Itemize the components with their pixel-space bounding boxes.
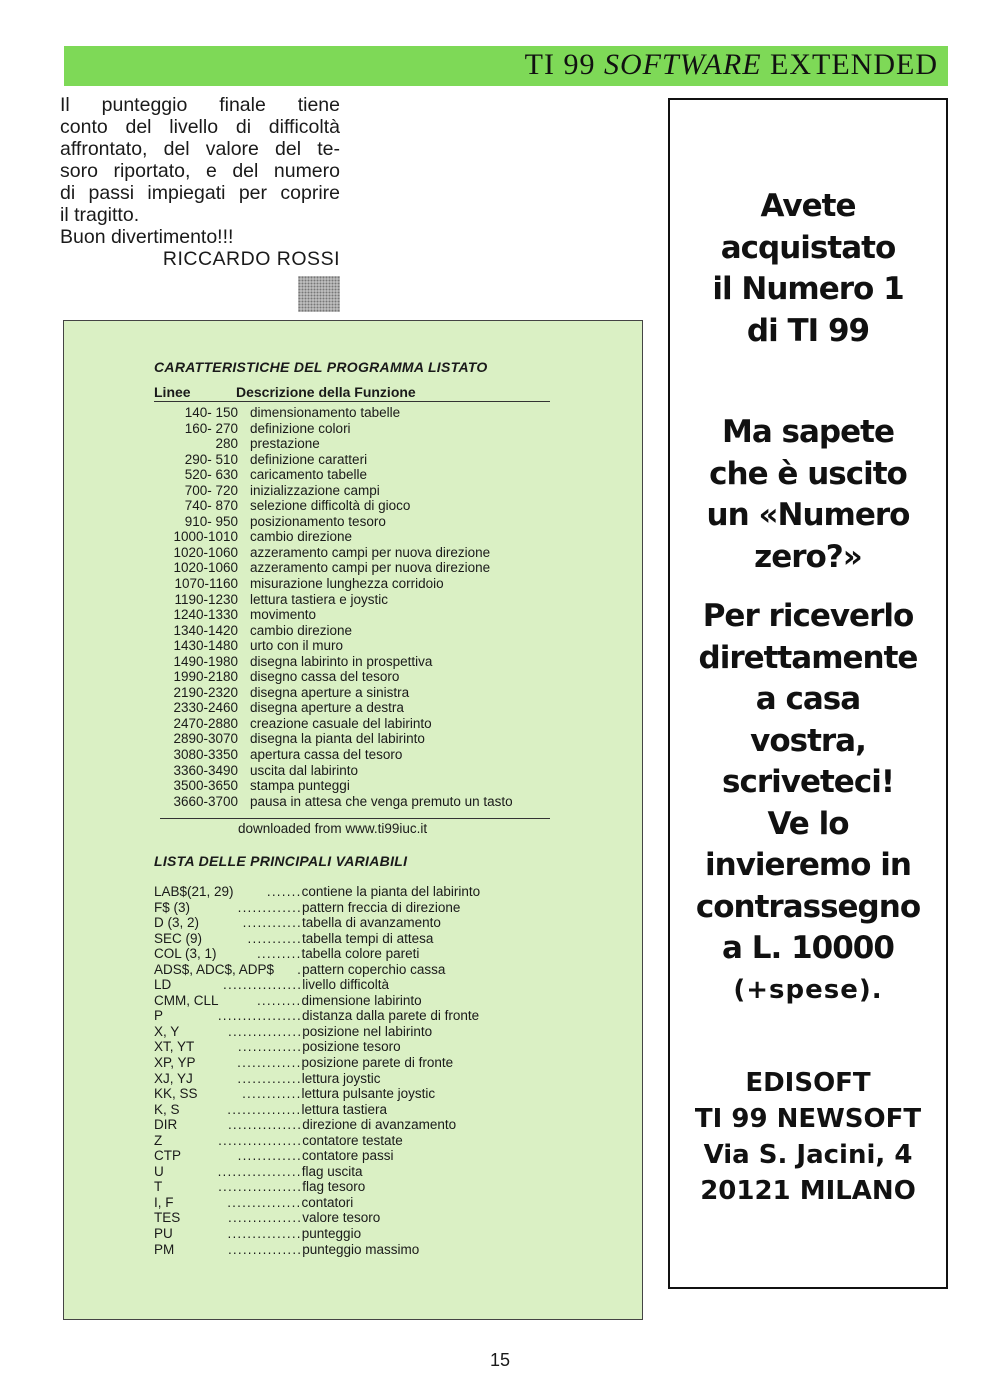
ad-line: contrassegno xyxy=(695,888,921,925)
header-rule xyxy=(154,401,550,402)
intro-line: Il punteggio finale tiene xyxy=(60,94,340,116)
dot-leader: ............... xyxy=(228,1023,303,1039)
variable-name: PM xyxy=(154,1241,175,1257)
function-description: stampa punteggi xyxy=(250,778,350,794)
variable-description: posizione parete di fronte xyxy=(301,1055,454,1071)
variable-description: lettura pulsante joystic xyxy=(301,1086,436,1102)
listing-row xyxy=(152,405,513,421)
variable-name: XJ, YJ xyxy=(154,1070,193,1086)
variable-description: dimensione labirinto xyxy=(301,992,422,1008)
variable-row xyxy=(154,1179,480,1195)
variable-row xyxy=(154,1071,480,1087)
dot-leader: ............ xyxy=(242,1086,302,1102)
function-description: disegno cassa del tesoro xyxy=(250,669,400,685)
variable-row xyxy=(154,1086,480,1102)
variable-name: XT, YT xyxy=(154,1039,195,1055)
listing-row xyxy=(152,763,513,779)
variable-row xyxy=(154,1164,480,1180)
ad-block-address xyxy=(670,1065,946,1209)
variable-name: X, Y xyxy=(154,1023,180,1039)
author-signature: RICCARDO ROSSI xyxy=(162,248,340,270)
function-description: disegna aperture a destra xyxy=(250,700,404,716)
dot-leader: ........... xyxy=(247,930,303,946)
line-range: 1020-1060 xyxy=(173,560,238,576)
line-range: 1190-1230 xyxy=(174,591,238,607)
function-description: posizionamento tesoro xyxy=(250,513,386,529)
variable-description: direzione di avanzamento xyxy=(302,1117,457,1133)
function-description: definizione colori xyxy=(250,420,351,436)
variables-title: LISTA DELLE PRINCIPALI VARIABILI xyxy=(154,853,408,869)
variable-description: tabella di avanzamento xyxy=(302,915,441,931)
variable-name: Z xyxy=(154,1132,163,1148)
variable-row xyxy=(154,1055,480,1071)
dot-leader: ............ xyxy=(242,915,303,931)
intro-line: di passi impiegati per coprire xyxy=(60,182,340,204)
variable-row xyxy=(154,1102,480,1118)
variable-name: COL (3, 1) xyxy=(154,946,217,962)
ad-line: Avete xyxy=(760,188,856,224)
variable-row xyxy=(154,1039,480,1055)
magazine-title xyxy=(525,48,938,82)
dot-leader: ............. xyxy=(237,1070,302,1086)
ad-block-offer xyxy=(670,596,946,1011)
function-description: definizione caratteri xyxy=(250,451,368,467)
listing-row xyxy=(152,716,513,732)
listing-row xyxy=(152,483,513,499)
variable-description: punteggio massimo xyxy=(302,1241,420,1257)
variable-description: punteggio xyxy=(301,1226,362,1242)
ad-line: vostra, xyxy=(750,722,866,759)
function-description: cambio direzione xyxy=(250,622,353,638)
title-part-software: SOFTWARE xyxy=(603,48,762,81)
listing-row xyxy=(152,421,513,437)
download-note: downloaded from www.ti99iuc.it xyxy=(238,821,428,836)
advertisement-box xyxy=(668,98,948,1289)
intro-line: conto del livello di difficoltà xyxy=(60,116,340,138)
dot-leader: ......... xyxy=(256,946,302,962)
variable-row xyxy=(154,1242,480,1258)
line-range: 1990-2180 xyxy=(173,669,238,685)
footer-rule xyxy=(160,818,550,819)
dot-leader: ............... xyxy=(227,1117,303,1133)
function-description: lettura tastiera e joystic xyxy=(250,591,389,607)
function-description: creazione casuale del labirinto xyxy=(250,715,432,731)
variable-description: lettura tastiera xyxy=(301,1101,388,1117)
ad-line: Via S. Jacini, 4 xyxy=(703,1140,913,1170)
dot-leader: ............. xyxy=(237,1055,302,1071)
function-description: misurazione lunghezza corridoio xyxy=(250,576,444,592)
variable-description: tabella tempi di attesa xyxy=(302,930,434,946)
intro-line: il tragitto. xyxy=(60,204,140,226)
function-description: selezione difficoltà di gioco xyxy=(250,498,411,514)
variable-name: CMM, CLL xyxy=(154,992,219,1008)
variable-description: flag tesoro xyxy=(302,1179,366,1195)
listing-rows xyxy=(152,405,513,809)
dot-leader: ............... xyxy=(227,1101,302,1117)
ad-line: TI 99 NEWSOFT xyxy=(694,1104,922,1134)
variable-description: flag uscita xyxy=(301,1163,363,1179)
function-description: uscita dal labirinto xyxy=(250,762,359,778)
listing-row xyxy=(152,514,513,530)
listing-row xyxy=(152,794,513,810)
function-description: apertura cassa del tesoro xyxy=(250,747,403,763)
listing-row xyxy=(152,452,513,468)
line-range: 2890-3070 xyxy=(173,731,238,747)
function-description: urto con il muro xyxy=(250,638,344,654)
ad-line: invieremo in xyxy=(705,847,911,883)
variable-row xyxy=(154,1117,480,1133)
variable-row xyxy=(154,1008,480,1024)
ad-line: che è uscito xyxy=(709,455,907,492)
page-number: 15 xyxy=(489,1350,511,1370)
variable-row xyxy=(154,1024,480,1040)
listing-row xyxy=(152,638,513,654)
variable-description: livello difficoltà xyxy=(302,977,390,993)
halftone-end-mark xyxy=(298,276,340,312)
ad-block-intro xyxy=(670,186,946,352)
line-range: 910- 950 xyxy=(184,513,238,529)
line-range: 2330-2460 xyxy=(173,700,238,716)
line-range: 1430-1480 xyxy=(173,638,238,654)
listing-row xyxy=(152,700,513,716)
variable-name: D (3, 2) xyxy=(154,915,200,931)
intro-line: affrontato, del valore del te- xyxy=(60,138,340,160)
line-range: 3360-3490 xyxy=(173,762,238,778)
dot-leader: ................. xyxy=(218,1132,303,1148)
ad-line: a casa xyxy=(755,681,861,717)
variable-row xyxy=(154,931,480,947)
listing-row xyxy=(152,467,513,483)
line-range: 1000-1010 xyxy=(173,529,238,545)
variable-row xyxy=(154,977,480,993)
variable-name: LAB$(21, 29) xyxy=(154,884,234,899)
ad-line: direttamente xyxy=(698,639,918,676)
variable-description: contatore testate xyxy=(302,1132,403,1148)
program-listing-box xyxy=(63,320,643,1320)
variable-name: P xyxy=(154,1008,164,1024)
variable-description: tabella colore pareti xyxy=(301,946,420,962)
dot-leader: ............... xyxy=(227,1241,303,1257)
variable-row xyxy=(154,1148,480,1164)
line-range: 1490-1980 xyxy=(173,653,238,669)
title-part-ti99: TI 99 xyxy=(524,48,604,81)
ad-line: 20121 MILANO xyxy=(700,1176,916,1206)
ad-line: Per riceverlo xyxy=(702,598,914,634)
variable-description: valore tesoro xyxy=(302,1210,381,1226)
variable-description: posizione tesoro xyxy=(302,1039,401,1055)
variable-description: lettura joystic xyxy=(301,1070,381,1086)
dot-leader: ....... xyxy=(266,884,302,899)
ad-line: Ve lo xyxy=(767,805,849,842)
variable-description: contatore passi xyxy=(302,1148,394,1164)
line-range: 3080-3350 xyxy=(173,747,238,763)
variable-description: pattern freccia di direzione xyxy=(302,899,461,915)
ad-line: EDISOFT xyxy=(745,1068,871,1098)
line-range: 1340-1420 xyxy=(173,622,238,638)
line-range: 3660-3700 xyxy=(173,793,238,809)
ad-line: il Numero 1 xyxy=(712,271,904,307)
variable-name: DIR xyxy=(154,1117,178,1133)
function-description: disegna aperture a sinistra xyxy=(250,684,410,700)
function-description: azzeramento campi per nuova direzione xyxy=(250,560,491,576)
variable-row xyxy=(154,1133,480,1149)
dot-leader: ............... xyxy=(227,1194,302,1210)
variable-description: distanza dalla parete di fronte xyxy=(302,1008,480,1024)
dot-leader: ................. xyxy=(217,1008,303,1024)
variables-list xyxy=(154,884,480,1257)
line-range: 280 xyxy=(215,436,238,452)
variable-name: T xyxy=(154,1179,163,1195)
variable-name: K, S xyxy=(154,1101,180,1117)
function-description: disegna la pianta del labirinto xyxy=(250,731,425,747)
header-bar xyxy=(64,46,948,86)
listing-row xyxy=(152,731,513,747)
ad-line: a L. 10000 xyxy=(722,930,894,966)
variable-description: posizione nel labirinto xyxy=(302,1023,433,1039)
listing-row xyxy=(152,498,513,514)
listing-row xyxy=(152,576,513,592)
listing-row xyxy=(152,669,513,685)
intro-line: soro riportato, e del numero xyxy=(60,160,340,182)
line-range: 2190-2320 xyxy=(173,684,238,700)
variable-row xyxy=(154,993,480,1009)
variable-row xyxy=(154,1195,480,1211)
listing-row xyxy=(152,545,513,561)
listing-row xyxy=(152,592,513,608)
listing-row xyxy=(152,685,513,701)
listing-row xyxy=(152,623,513,639)
variable-name: LD xyxy=(154,977,172,993)
listing-row xyxy=(152,654,513,670)
dot-leader: ................ xyxy=(223,977,303,993)
variable-name: ADS$, ADC$, ADP$ xyxy=(154,961,275,977)
listing-row xyxy=(152,778,513,794)
variable-name: U xyxy=(154,1163,164,1179)
variable-row xyxy=(154,915,480,931)
ad-block-question xyxy=(670,412,946,578)
listing-row xyxy=(152,607,513,623)
line-range: 1020-1060 xyxy=(173,544,238,560)
listing-row xyxy=(152,436,513,452)
ad-line: (+spese). xyxy=(733,974,883,1005)
dot-leader: ................. xyxy=(217,1163,302,1179)
listing-title: CARATTERISTICHE DEL PROGRAMMA LISTATO xyxy=(154,359,488,375)
function-description: pausa in attesa che venga premuto un tasto xyxy=(250,793,513,809)
function-description: movimento xyxy=(250,607,317,623)
dot-leader: ............. xyxy=(237,899,303,915)
function-description: inizializzazione campi xyxy=(250,482,380,498)
variable-description: contatori xyxy=(301,1194,354,1210)
dot-leader: ............... xyxy=(227,1226,302,1242)
dot-leader: . xyxy=(297,961,303,977)
ad-line: Ma sapete xyxy=(722,414,894,450)
intro-line: Buon divertimento!!! xyxy=(60,226,234,248)
line-range: 140- 150 xyxy=(184,405,238,420)
variable-row xyxy=(154,1226,480,1242)
variable-row xyxy=(154,1210,480,1226)
ad-line: acquistato xyxy=(720,229,896,266)
function-description: caricamento tabelle xyxy=(250,467,368,483)
variable-name: TES xyxy=(154,1210,181,1226)
variable-name: CTP xyxy=(154,1148,181,1164)
dot-leader: ............... xyxy=(228,1210,303,1226)
variable-row xyxy=(154,884,480,900)
column-header-lines: Linee xyxy=(154,384,191,400)
variable-row xyxy=(154,962,480,978)
intro-paragraph xyxy=(60,94,340,270)
variable-name: SEC (9) xyxy=(154,930,203,946)
line-range: 290- 510 xyxy=(184,451,238,467)
line-range: 3500-3650 xyxy=(173,778,238,794)
variable-name: PU xyxy=(154,1226,173,1242)
variable-description: pattern coperchio cassa xyxy=(302,961,446,977)
ad-line: scriveteci! xyxy=(722,764,894,800)
variable-name: F$ (3) xyxy=(154,899,191,915)
variable-name: XP, YP xyxy=(154,1055,196,1071)
line-range: 700- 720 xyxy=(184,482,238,498)
variable-name: KK, SS xyxy=(154,1086,198,1102)
line-range: 160- 270 xyxy=(184,420,238,436)
variable-name: I, F xyxy=(154,1194,174,1210)
variable-description: contiene la pianta del labirinto xyxy=(301,884,481,899)
line-range: 1070-1160 xyxy=(174,576,238,592)
line-range: 1240-1330 xyxy=(173,607,238,623)
listing-row xyxy=(152,747,513,763)
function-description: disegna labirinto in prospettiva xyxy=(250,653,433,669)
dot-leader: ............. xyxy=(237,1148,302,1164)
line-range: 520- 630 xyxy=(184,467,238,483)
dot-leader: ................. xyxy=(218,1179,303,1195)
function-description: cambio direzione xyxy=(250,529,353,545)
listing-row xyxy=(152,560,513,576)
column-header-description: Descrizione della Funzione xyxy=(236,384,416,400)
listing-row xyxy=(152,529,513,545)
function-description: dimensionamento tabelle xyxy=(250,405,401,420)
ad-line: di TI 99 xyxy=(746,312,870,349)
variable-row xyxy=(154,946,480,962)
ad-line: zero?» xyxy=(754,538,862,575)
function-description: azzeramento campi per nuova direzione xyxy=(250,544,491,560)
title-part-extended: EXTENDED xyxy=(761,48,938,81)
variable-row xyxy=(154,900,480,916)
function-description: prestazione xyxy=(250,436,320,452)
dot-leader: ......... xyxy=(256,992,302,1008)
line-range: 740- 870 xyxy=(184,498,238,514)
ad-line: un «Numero xyxy=(706,497,910,533)
line-range: 2470-2880 xyxy=(173,715,238,731)
dot-leader: ............. xyxy=(237,1039,303,1055)
